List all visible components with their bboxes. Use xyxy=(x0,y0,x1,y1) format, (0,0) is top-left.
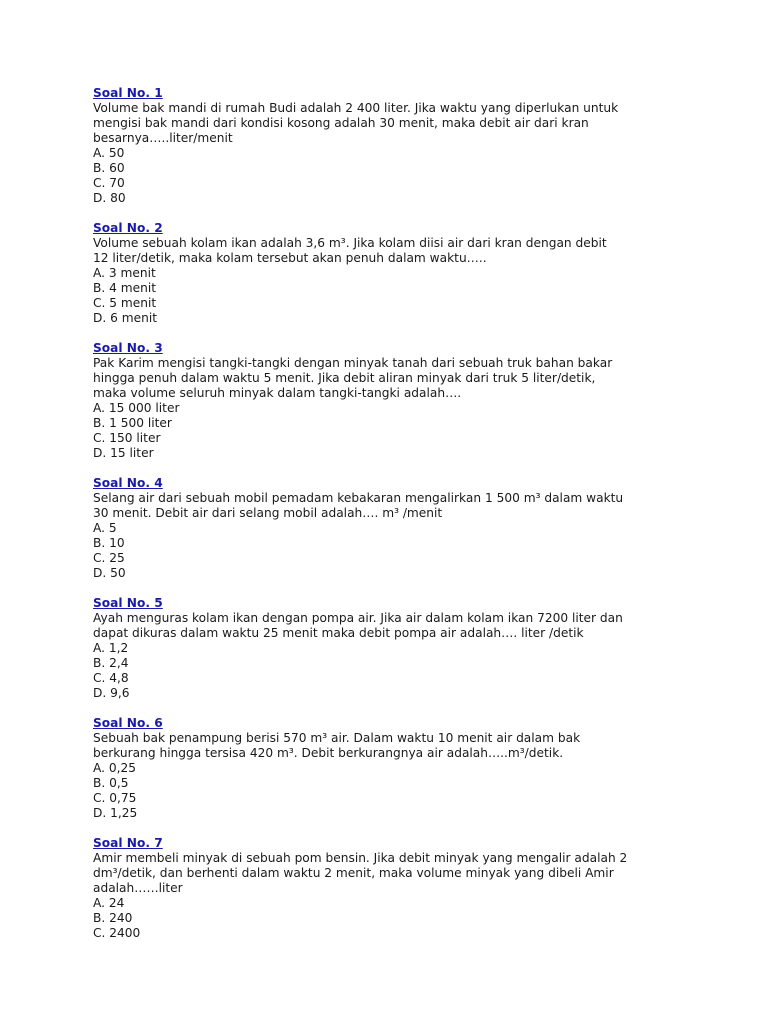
option-b: B. 2,4 xyxy=(93,656,129,670)
option-d: D. 15 liter xyxy=(93,446,154,460)
option-d: D. 50 xyxy=(93,566,126,580)
option-a: A. 15 000 liter xyxy=(93,401,180,415)
question-3 xyxy=(93,341,638,461)
question-title-link[interactable]: Soal No. 5 xyxy=(93,596,163,610)
option-c: C. 4,8 xyxy=(93,671,129,685)
question-title-link[interactable]: Soal No. 3 xyxy=(93,341,163,355)
question-text: Volume bak mandi di rumah Budi adalah 2 400 liter. Jika waktu yang diperlukan untuk mengisi bak mandi dari kondisi kosong adalah 30 menit, maka debit air dari kran besarnya…..liter/menit xyxy=(93,101,619,145)
question-title-link[interactable]: Soal No. 4 xyxy=(93,476,163,490)
question-2 xyxy=(93,221,638,326)
option-a: A. 5 xyxy=(93,521,117,535)
question-title-link[interactable]: Soal No. 1 xyxy=(93,86,163,100)
question-5 xyxy=(93,596,638,701)
option-d: D. 1,25 xyxy=(93,806,138,820)
option-b: B. 60 xyxy=(93,161,125,175)
option-c: C. 0,75 xyxy=(93,791,137,805)
option-a: A. 3 menit xyxy=(93,266,156,280)
question-7 xyxy=(93,836,638,941)
option-d: D. 9,6 xyxy=(93,686,130,700)
question-document xyxy=(93,86,638,956)
question-text: Pak Karim mengisi tangki-tangki dengan minyak tanah dari sebuah truk bahan bakar hingga penuh dalam waktu 5 menit. Jika debit aliran minyak dari truk 5 liter/detik, maka volume seluruh minyak dalam tangki-tangki adalah…. xyxy=(93,356,613,400)
question-4 xyxy=(93,476,638,581)
question-text: Volume sebuah kolam ikan adalah 3,6 m³. Jika kolam diisi air dari kran dengan debit 12 liter/detik, maka kolam tersebut akan penuh dalam waktu….. xyxy=(93,236,607,265)
option-a: A. 1,2 xyxy=(93,641,129,655)
question-text: Sebuah bak penampung berisi 570 m³ air. Dalam waktu 10 menit air dalam bak berkurang hingga tersisa 420 m³. Debit berkurangnya air adalah…..m³/detik. xyxy=(93,731,581,760)
option-b: B. 4 menit xyxy=(93,281,156,295)
question-title-link[interactable]: Soal No. 6 xyxy=(93,716,163,730)
option-c: C. 70 xyxy=(93,176,125,190)
question-6 xyxy=(93,716,638,821)
option-a: A. 0,25 xyxy=(93,761,137,775)
option-b: B. 10 xyxy=(93,536,125,550)
question-text: Selang air dari sebuah mobil pemadam kebakaran mengalirkan 1 500 m³ dalam waktu 30 menit. Debit air dari selang mobil adalah…. m³ /menit xyxy=(93,491,624,520)
option-b: B. 0,5 xyxy=(93,776,129,790)
option-b: B. 240 xyxy=(93,911,133,925)
question-1 xyxy=(93,86,638,206)
question-text: Amir membeli minyak di sebuah pom bensin. Jika debit minyak yang mengalir adalah 2 dm³/detik, dan berhenti dalam waktu 2 menit, maka volume minyak yang dibeli Amir adalah……liter xyxy=(93,851,628,895)
option-c: C. 5 menit xyxy=(93,296,157,310)
question-title-link[interactable]: Soal No. 2 xyxy=(93,221,163,235)
option-c: C. 2400 xyxy=(93,926,141,940)
option-c: C. 25 xyxy=(93,551,125,565)
question-title-link[interactable]: Soal No. 7 xyxy=(93,836,163,850)
option-a: A. 50 xyxy=(93,146,125,160)
option-d: D. 6 menit xyxy=(93,311,158,325)
option-c: C. 150 liter xyxy=(93,431,161,445)
option-a: A. 24 xyxy=(93,896,125,910)
option-d: D. 80 xyxy=(93,191,126,205)
option-b: B. 1 500 liter xyxy=(93,416,172,430)
question-text: Ayah menguras kolam ikan dengan pompa air. Jika air dalam kolam ikan 7200 liter dan dapat dikuras dalam waktu 25 menit maka debit pompa air adalah…. liter /detik xyxy=(93,611,623,640)
